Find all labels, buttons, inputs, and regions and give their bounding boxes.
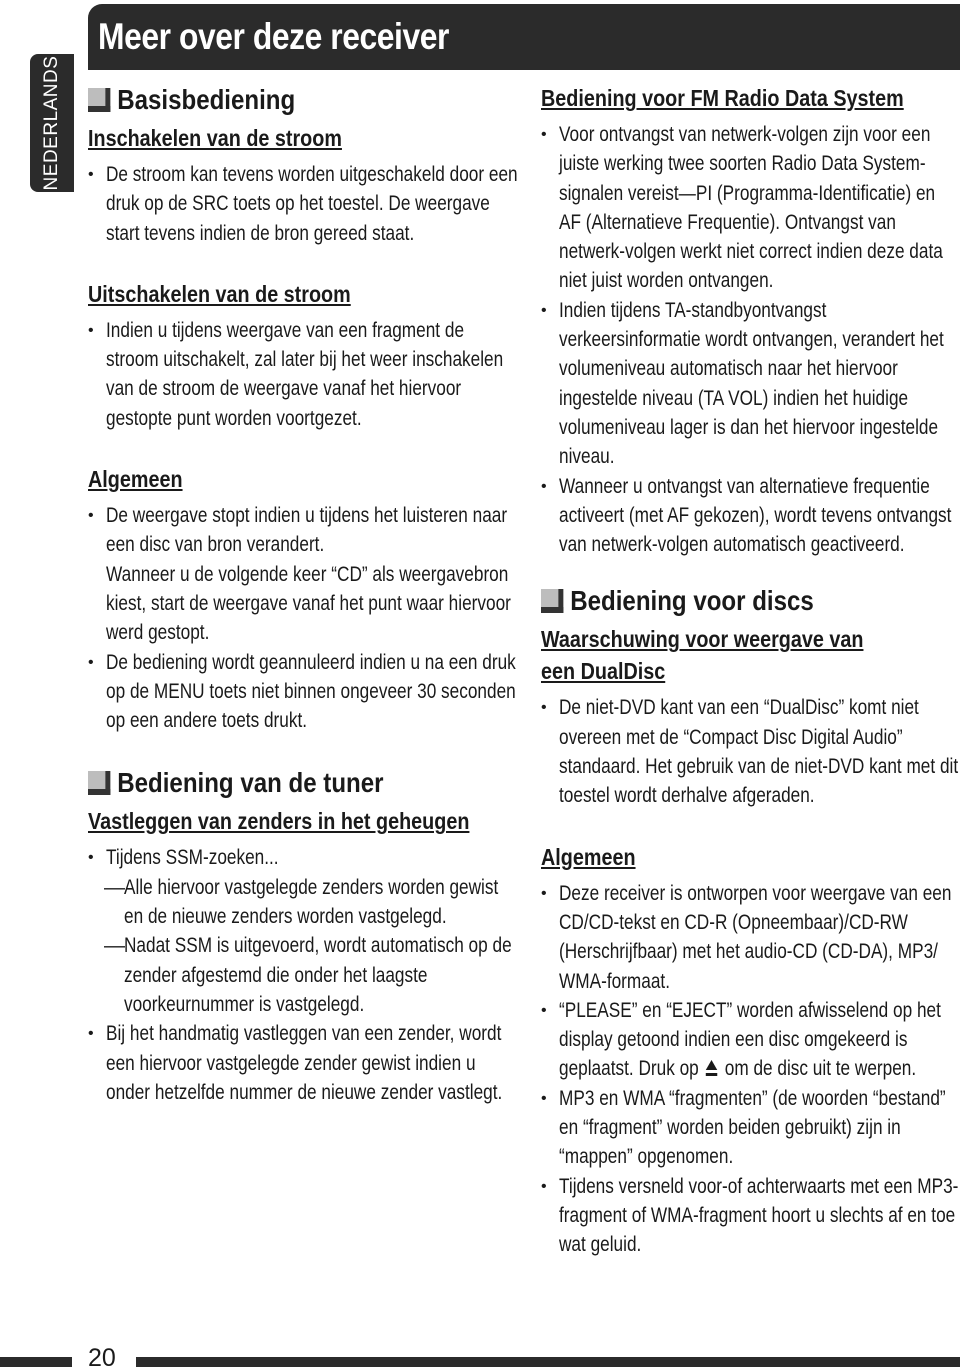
- list-item: • Indien u tijdens weergave van een fragment de stroom uitschakelt, zal later bij het weer inschakelen van de stroom de weergave vanaf het hiervoor gestopte punt worden voortgezet.: [88, 316, 518, 433]
- section-basisbediening: [88, 82, 458, 118]
- list-item: • Tijdens versneld voor-of achterwaarts met een MP3-fragment of WMA-fragment hoort u slechts af en toe wat geluid.: [541, 1172, 960, 1260]
- page-header: [88, 4, 960, 70]
- list-item: • Indien tijdens TA-standbyontvangst verkeersinformatie wordt ontvangen, verandert het volumeniveau automatisch naar het hiervoor ingestelde niveau (TA VOL) indien het huidige volumeniveau lager is dan het hiervoor ingestelde niveau.: [541, 296, 960, 472]
- list-rds: [541, 120, 960, 559]
- page-title: Meer over deze receiver: [98, 16, 449, 57]
- list-item: • Voor ontvangst van netwerk-volgen zijn voor een juiste werking twee soorten Radio Data System-signalen vereist—PI (Programma-Identificatie) en AF (Alternatieve Frequentie). Ontvangst van netwerk-volgen werkt niet correct indien deze data niet juist worden ontvangen.: [541, 120, 960, 296]
- footer-bar-left: [0, 1357, 72, 1367]
- language-label: NEDERLANDS: [41, 55, 62, 191]
- list-item: • MP3 en WMA “fragmenten” (de woorden “bestand” en “fragment” worden beiden gebruikt) zijn in “mappen” opgenomen.: [541, 1084, 960, 1172]
- left-column: [88, 82, 518, 1107]
- subheading-rds: Bediening voor FM Radio Data System: [541, 85, 904, 111]
- list-item: • De bediening wordt geannuleerd indien u na een druk op de MENU toets niet binnen ongeveer 30 seconden op een andere toets drukt.: [88, 648, 518, 736]
- list-item: • De stroom kan tevens worden uitgeschakeld door een druk op de SRC toets op het toestel. De weergave start tevens indien de bron gereed staat.: [88, 160, 518, 248]
- list-item: • Deze receiver is ontworpen voor weergave van een CD/CD-tekst en CD-R (Opneembaar)/CD-RW (Herschrijfbaar) met het audio-CD (CD-DA), MP3/ WMA-formaat.: [541, 879, 960, 996]
- list-algemeen: [88, 501, 518, 735]
- section-tuner: [88, 765, 458, 801]
- list-uitschakelen: [88, 316, 518, 433]
- list-item: • Bij het handmatig vastleggen van een zender, wordt een hiervoor vastgelegde zender gewist indien u onder hetzelfde nummer de nieuwe zender vastlegt.: [88, 1019, 518, 1107]
- section-title-text: Basisbediening: [117, 84, 296, 115]
- dash-item: — Nadat SSM is uitgevoerd, wordt automatisch op de zender afgestemd die onder het laagste voorkeurnummer is vastgelegd.: [106, 931, 518, 1019]
- section-title-text: Bediening van de tuner: [117, 767, 384, 799]
- subheading-algemeen-discs: Algemeen: [541, 843, 636, 870]
- right-column: [541, 82, 960, 1260]
- subheading-inschakelen: Inschakelen van de stroom: [88, 125, 342, 151]
- section-discs: [541, 583, 901, 619]
- page-number: 20: [88, 1344, 116, 1372]
- list-item: • Tijdens SSM-zoeken... — Alle hiervoor vastgelegde zenders worden gewist en de nieuwe zenders worden vastgelegd. — Nadat SSM is uitgevoerd, wordt automatisch op de zender afgestemd die onder het laagste voorkeurnummer is vastgelegd.: [88, 843, 518, 1019]
- list-inschakelen: [88, 160, 518, 248]
- list-item: • De weergave stopt indien u tijdens het luisteren naar een disc van bron verandert. Wanneer u de volgende keer “CD” als weergavebron kiest, start de weergave vanaf het punt waar hiervoor werd gestopt.: [88, 501, 518, 647]
- list-item: • “PLEASE” en “EJECT” worden afwisselend op het display getoond indien een disc omgekeerd is geplaatst. Druk op om de disc uit te werpen.: [541, 996, 960, 1084]
- section-title-text: Bediening voor discs: [570, 585, 814, 617]
- subheading-uitschakelen: Uitschakelen van de stroom: [88, 280, 351, 307]
- eject-icon: [706, 1060, 717, 1076]
- subheading-algemeen: Algemeen: [88, 466, 183, 493]
- footer-bar-right: [136, 1357, 960, 1367]
- list-vastleggen: [88, 843, 518, 1107]
- list-dualdisc: [541, 693, 960, 810]
- list-item: • De niet-DVD kant van een “DualDisc” komt niet overeen met de “Compact Disc Digital Audio” standaard. Het gebruik van de niet-DVD kant met dit toestel wordt derhalve afgeraden.: [541, 693, 960, 810]
- subheading-dualdisc: Waarschuwing voor weergave van een DualDisc: [541, 626, 864, 685]
- subheading-vastleggen: Vastleggen van zenders in het geheugen: [88, 808, 470, 835]
- dash-item: — Alle hiervoor vastgelegde zenders worden gewist en de nieuwe zenders worden vastgelegd.: [106, 873, 518, 932]
- section-square-icon: [541, 589, 563, 613]
- list-item: • Wanneer u ontvangst van alternatieve frequentie activeert (met AF gekozen), wordt tevens ontvangst van netwerk-volgen automatisch geactiveerd.: [541, 472, 960, 560]
- section-square-icon: [88, 771, 110, 795]
- language-tab: [30, 54, 74, 192]
- list-algemeen-discs: [541, 879, 960, 1260]
- section-square-icon: [88, 88, 110, 112]
